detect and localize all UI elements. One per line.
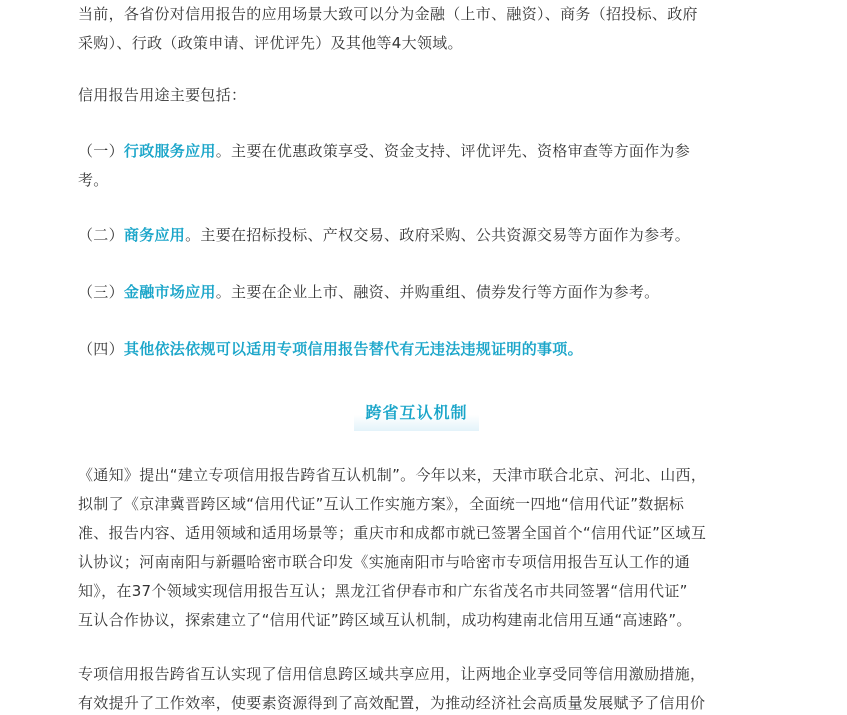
paragraph-line: 准、报告内容、适用领域和适用场景等；重庆市和成都市就已签署全国首个“信用代证”区域互 [78,524,707,542]
use-item-text-continued: 考。 [78,171,109,189]
use-item-title: 商务应用 [123,226,186,244]
use-item-prefix: （二） [78,226,124,244]
use-item-title: 金融市场应用 [123,283,216,301]
use-item-text: 。主要在企业上市、融资、并购重组、债券发行等方面作为参考。 [215,283,660,301]
paragraph-line: 认协议；河南南阳与新疆哈密市联合印发《实施南阳市与哈密市专项信用报告互认工作的通 [78,553,691,571]
benefits-paragraph [78,660,768,715]
use-item-commercial [78,221,768,250]
uses-intro: 信用报告用途主要包括： [78,86,247,104]
paragraph-line: 拟制了《京津冀晋跨区域“信用代证”互认工作实施方案》，全面统一四地“信用代证”数据标 [78,495,685,513]
use-item-text: 。 [567,340,583,358]
mutual-recognition-paragraph [78,461,768,635]
use-item-title: 其他依法依规可以适用专项信用报告替代有无违法违规证明的事项 [123,340,568,358]
paragraph-line: 专项信用报告跨省互认实现了信用信息跨区域共享应用，让两地企业享受同等信用激励措施， [78,665,706,683]
use-item-title: 行政服务应用 [123,142,216,160]
use-item-text: 。主要在招标投标、产权交易、政府采购、公共资源交易等方面作为参考。 [185,226,691,244]
paragraph-line: 有效提升了工作效率，使要素资源得到了高效配置，为推动经济社会高质量发展赋予了信用价 [78,694,706,712]
use-item-prefix: （三） [78,283,124,301]
use-item-administrative [78,137,768,195]
section-heading: 跨省互认机制 [354,395,479,431]
intro-paragraph [78,0,768,58]
intro-line-2: 采购）、行政（政策申请、评优评先）及其他等4大领域。 [78,34,463,52]
use-item-prefix: （一） [78,142,124,160]
paragraph-line: 知》，在37个领域实现信用报告互认；黑龙江省伊春市和广东省茂名市共同签署“信用代证” [78,582,688,600]
paragraph-line: 互认合作协议，探索建立了“信用代证”跨区域互认机制，成功构建南北信用互通“高速路”。 [78,611,692,629]
use-item-text: 。主要在优惠政策享受、资金支持、评优评先、资格审查等方面作为参 [215,142,691,160]
use-item-other [78,335,768,364]
use-item-prefix: （四） [78,340,124,358]
use-item-financial-market [78,278,768,307]
intro-line-1: 当前，各省份对信用报告的应用场景大致可以分为金融（上市、融资）、商务（招投标、政府 [78,5,698,23]
paragraph-line: 《通知》提出“建立专项信用报告跨省互认机制”。今年以来，天津市联合北京、河北、山西， [78,466,707,484]
